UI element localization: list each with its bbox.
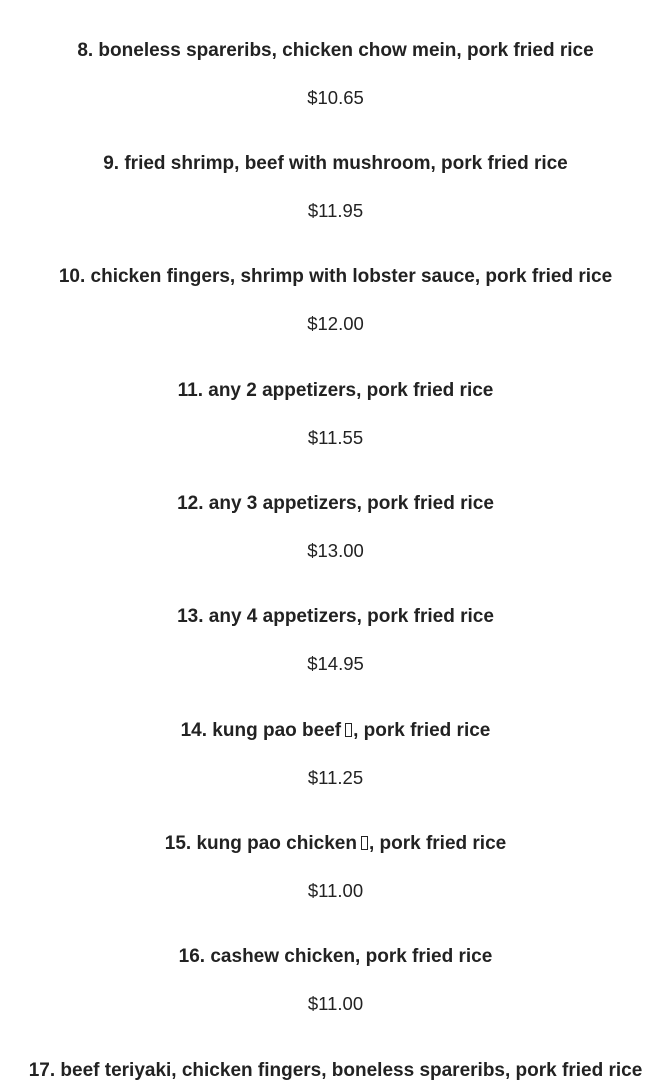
menu-item-name: 12. any 3 appetizers, pork fried rice: [177, 493, 494, 514]
menu-item-name: [0, 720, 671, 742]
menu-item-price: $11.95: [307, 200, 364, 221]
menu-item: [0, 720, 671, 788]
menu-item-price: $13.00: [307, 540, 364, 561]
spicy-icon: [361, 836, 368, 850]
menu-item-name: 9. fried shrimp, beef with mushroom, pork fried rice: [103, 153, 568, 174]
menu-item: [0, 380, 671, 448]
menu-item-name-suffix: , pork fried rice: [368, 833, 507, 854]
menu-item-price: $14.95: [307, 653, 364, 674]
menu-item: [0, 946, 671, 1014]
menu-item: [0, 40, 671, 108]
menu-item-price: $10.65: [307, 87, 364, 108]
menu-item: [0, 606, 671, 674]
menu-item-name-text: 15. kung pao chicken: [164, 833, 357, 854]
menu-item-name-text: 14. kung pao beef: [180, 720, 342, 741]
spicy-icon: [345, 723, 352, 737]
menu-item: [0, 153, 671, 221]
menu-item-price: $11.25: [307, 767, 364, 788]
menu-item: [0, 833, 671, 901]
menu-item-name: 10. chicken fingers, shrimp with lobster sauce, pork fried rice: [58, 266, 613, 287]
menu-item: [0, 266, 671, 334]
menu-item-price: $12.00: [307, 313, 364, 334]
menu-item-name-suffix: , pork fried rice: [353, 720, 491, 741]
menu-item-price: $11.00: [307, 880, 364, 901]
menu-item: [0, 1060, 671, 1082]
menu-item: [0, 493, 671, 561]
menu-item-price: $11.55: [307, 427, 364, 448]
menu-item-name: 11. any 2 appetizers, pork fried rice: [177, 380, 494, 401]
menu-item-price: $11.00: [307, 993, 364, 1014]
menu-item-name: 8. boneless spareribs, chicken chow mein, pork fried rice: [77, 40, 594, 61]
menu-item-name: 13. any 4 appetizers, pork fried rice: [177, 606, 494, 627]
menu-item-name: 16. cashew chicken, pork fried rice: [178, 946, 493, 967]
menu-item-name: [0, 833, 671, 855]
menu-item-name: 17. beef teriyaki, chicken fingers, boneless spareribs, pork fried rice: [28, 1060, 643, 1081]
